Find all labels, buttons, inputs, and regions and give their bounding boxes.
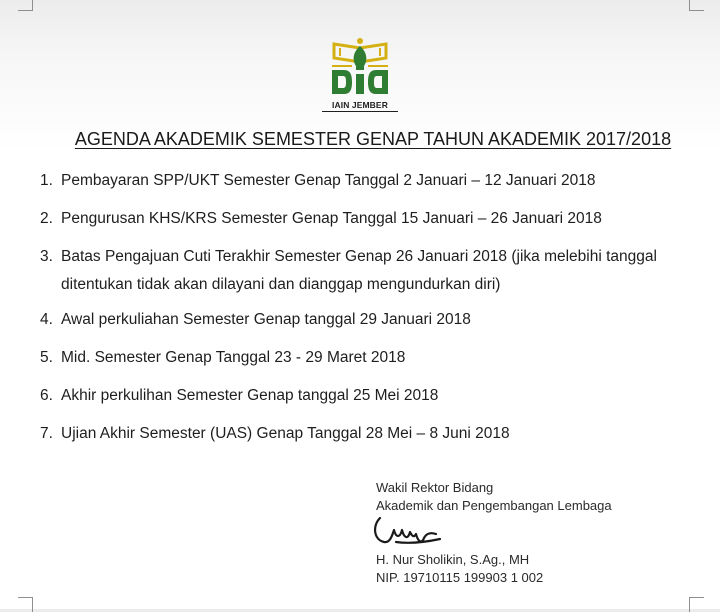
crop-mark-top-right — [689, 0, 704, 11]
agenda-item — [40, 170, 705, 192]
agenda-item-number: 1. — [40, 172, 53, 189]
agenda-item-text: Batas Pengajuan Cuti Terakhir Semester Genap 26 Januari 2018 (jika melebihi tanggal ditentukan tidak akan dilayani dan dianggap mengundurkan diri) — [61, 248, 657, 293]
signatory-nip: NIP. 19710115 199903 1 002 — [376, 570, 544, 585]
handwritten-signature-icon — [370, 512, 450, 548]
agenda-item-text: Mid. Semester Genap Tanggal 23 - 29 Maret 2018 — [61, 349, 406, 366]
agenda-item-text: Pengurusan KHS/KRS Semester Genap Tanggal 15 Januari – 26 Januari 2018 — [61, 210, 602, 227]
signatory-position-line1: Wakil Rektor Bidang — [376, 480, 494, 495]
agenda-item-number: 3. — [40, 248, 53, 265]
agenda-item-number: 6. — [40, 387, 53, 404]
agenda-item — [40, 243, 705, 299]
logo-caption: IAIN JEMBER — [322, 100, 398, 112]
agenda-item-number: 2. — [40, 210, 53, 227]
agenda-list — [40, 170, 705, 461]
agenda-item-number: 5. — [40, 349, 53, 366]
agenda-item — [40, 208, 705, 230]
agenda-item-text: Awal perkuliahan Semester Genap tanggal 29 Januari 2018 — [61, 311, 471, 328]
crop-mark-bottom-left — [18, 597, 33, 612]
agenda-item-text: Pembayaran SPP/UKT Semester Genap Tanggal 2 Januari – 12 Januari 2018 — [61, 172, 596, 189]
agenda-item — [40, 385, 705, 407]
signatory-name: H. Nur Sholikin, S.Ag., MH — [376, 552, 530, 567]
agenda-item-text: Akhir perkulihan Semester Genap tanggal 25 Mei 2018 — [61, 387, 439, 404]
agenda-item — [40, 423, 705, 445]
agenda-item — [40, 309, 705, 331]
iain-logo-emblem-icon — [326, 36, 394, 98]
signatory-position-line2: Akademik dan Pengembangan Lembaga — [376, 498, 612, 513]
iain-jember-logo — [322, 36, 398, 116]
crop-mark-bottom-right — [689, 597, 704, 612]
agenda-item-text: Ujian Akhir Semester (UAS) Genap Tanggal 28 Mei – 8 Juni 2018 — [61, 425, 510, 442]
agenda-item-number: 4. — [40, 311, 53, 328]
agenda-item-number: 7. — [40, 425, 53, 442]
agenda-item — [40, 347, 705, 369]
page-title: AGENDA AKADEMIK SEMESTER GENAP TAHUN AKADEMIK 2017/2018 — [74, 129, 672, 149]
crop-mark-top-left — [18, 0, 33, 11]
